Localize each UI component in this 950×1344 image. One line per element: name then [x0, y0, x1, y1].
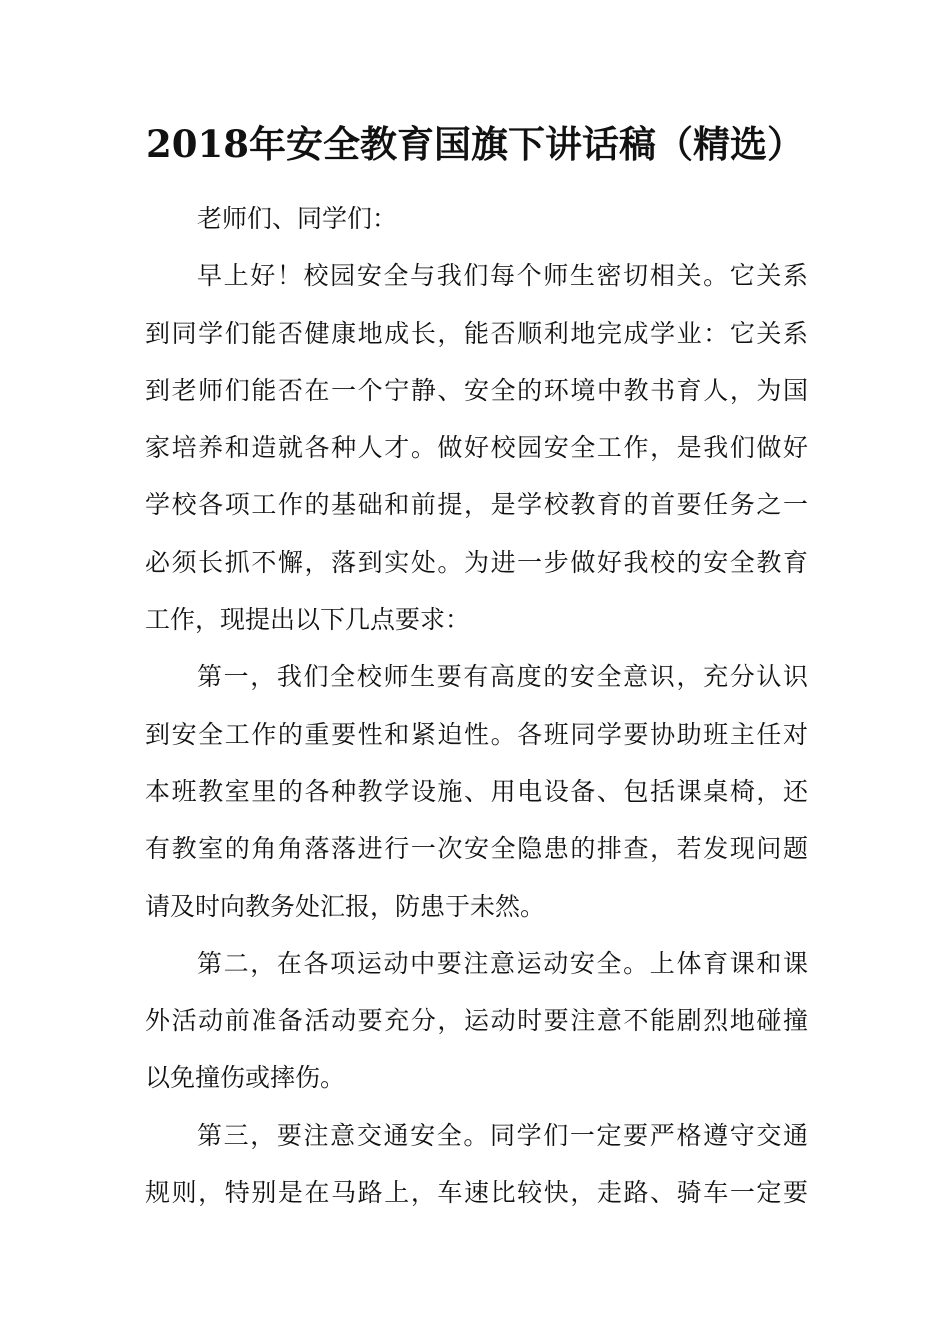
body-line: 工作，现提出以下几点要求： [145, 605, 471, 635]
document-title: 2018年安全教育国旗下讲话稿（精选） [146, 122, 804, 166]
body-line: 以免撞伤或摔伤。 [145, 1063, 346, 1093]
body-line: 外活动前准备活动要充分，运动时要注意不能剧烈地碰撞 [145, 1006, 808, 1036]
body-line: 到老师们能否在一个宁静、安全的环境中教书育人，为国 [145, 375, 808, 405]
body-line: 请及时向教务处汇报，防患于未然。 [145, 891, 546, 921]
body-line: 规则，特别是在马路上，车速比较快，走路、骑车一定要 [145, 1178, 808, 1208]
body-line: 家培养和造就各种人才。做好校园安全工作，是我们做好 [145, 433, 808, 463]
body-line: 有教室的角角落落进行一次安全隐患的排查，若发现问题 [145, 834, 808, 864]
body-line: 第一，我们全校师生要有高度的安全意识，充分认识 [197, 662, 808, 692]
body-line: 学校各项工作的基础和前提，是学校教育的首要任务之一 [145, 490, 808, 520]
body-line: 到安全工作的重要性和紧迫性。各班同学要协助班主任对 [145, 719, 808, 749]
body-line: 早上好！校园安全与我们每个师生密切相关。它关系 [197, 261, 808, 291]
document-body [145, 190, 808, 1221]
body-line: 本班教室里的各种教学设施、用电设备、包括课桌椅，还 [145, 776, 808, 806]
body-line: 到同学们能否健康地成长，能否顺利地完成学业：它关系 [145, 318, 808, 348]
body-line: 第二，在各项运动中要注意运动安全。上体育课和课 [197, 948, 808, 978]
body-line: 第三，要注意交通安全。同学们一定要严格遵守交通 [197, 1120, 808, 1150]
body-line: 必须长抓不懈，落到实处。为进一步做好我校的安全教育 [145, 547, 808, 577]
body-line: 老师们、同学们： [197, 204, 398, 233]
